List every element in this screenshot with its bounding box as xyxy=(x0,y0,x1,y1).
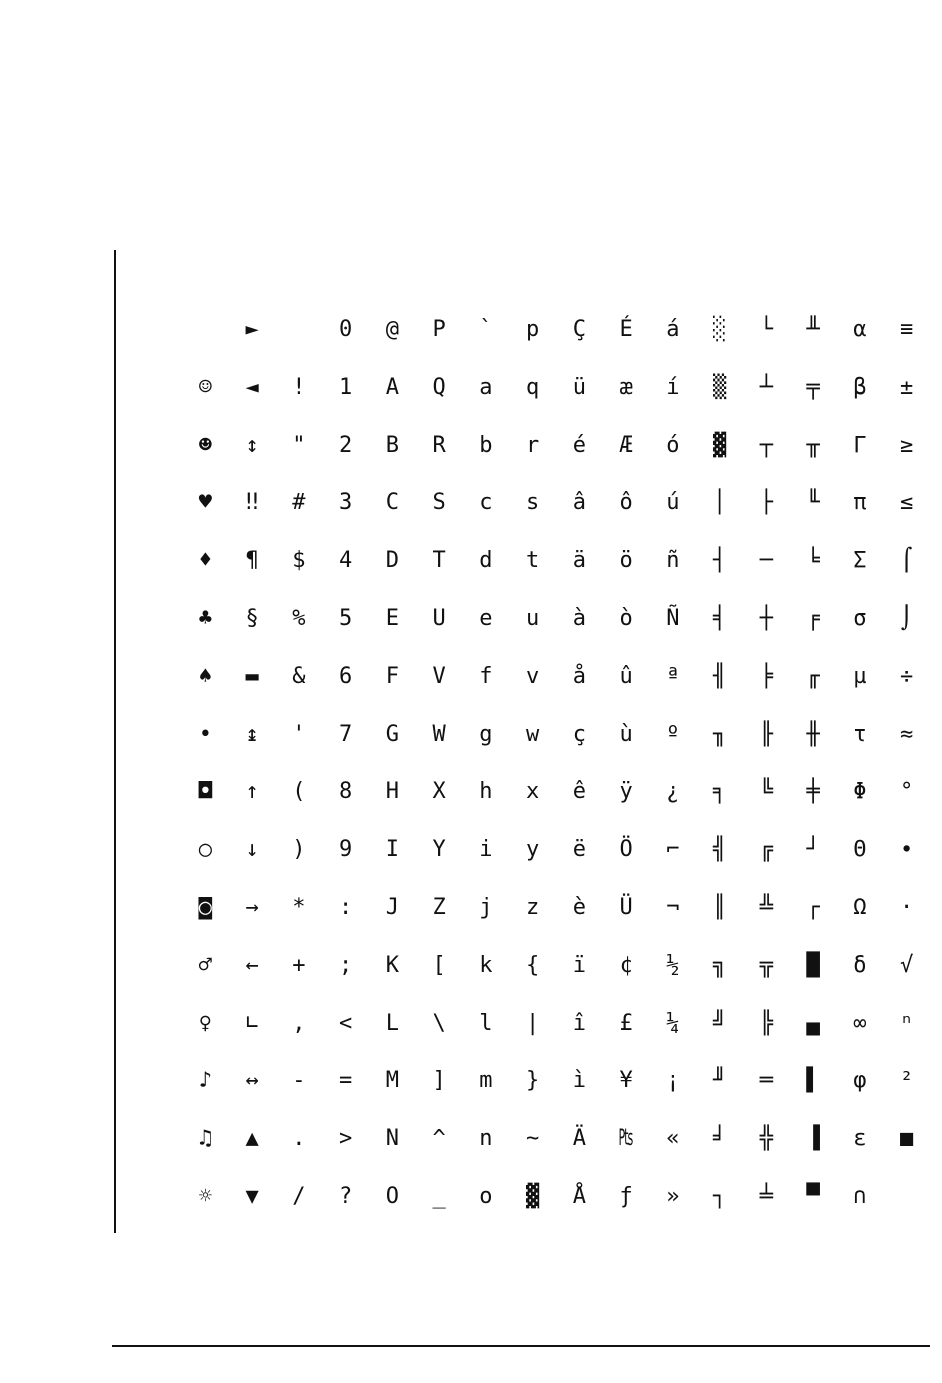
glyph-cell: " xyxy=(292,432,306,458)
glyph-cell: ╤ xyxy=(806,374,820,400)
glyph-cell: ? xyxy=(339,1184,353,1209)
glyph-cell: % xyxy=(292,606,306,631)
glyph-cell: ↕ xyxy=(245,432,259,458)
glyph-cell: ╕ xyxy=(713,779,727,805)
glyph-cell: ▓ xyxy=(713,432,727,458)
glyph-cell: ┐ xyxy=(713,1184,727,1209)
table-row xyxy=(182,590,930,648)
glyph-cell: N xyxy=(385,1126,399,1152)
glyph-cell: à xyxy=(572,606,586,631)
glyph-cell xyxy=(276,301,323,359)
table-row xyxy=(182,706,930,764)
glyph-cell: ª xyxy=(666,663,680,689)
glyph-cell: y xyxy=(526,837,540,863)
glyph-cell: ╪ xyxy=(806,779,820,805)
glyph-cell: ⌐ xyxy=(666,837,680,863)
glyph-cell: ┼ xyxy=(759,606,773,631)
glyph-cell: ╝ xyxy=(713,1010,727,1036)
glyph-cell: ▀ xyxy=(806,1184,820,1209)
glyph-cell: + xyxy=(292,952,306,978)
glyph-cell: ╩ xyxy=(759,895,773,920)
glyph-cell: ▓ xyxy=(526,1184,540,1209)
table-row xyxy=(182,821,930,879)
glyph-cell: B xyxy=(385,432,399,458)
glyph-cell: 2 xyxy=(339,432,353,458)
table-row xyxy=(182,1110,930,1168)
glyph-cell: ε xyxy=(853,1126,867,1152)
glyph-cell: ( xyxy=(292,779,306,805)
glyph-cell: ♣ xyxy=(198,606,212,631)
glyph-cell: « xyxy=(666,1126,680,1152)
glyph-cell: J xyxy=(385,895,399,920)
glyph-cell: ¡ xyxy=(666,1068,680,1094)
glyph-cell xyxy=(883,1168,930,1226)
glyph-cell: W xyxy=(432,721,446,747)
glyph-cell: Ä xyxy=(572,1126,586,1152)
glyph-cell: & xyxy=(292,663,306,689)
glyph-cell: s xyxy=(526,490,540,516)
glyph-cell: ╥ xyxy=(806,432,820,458)
glyph-cell: Φ xyxy=(853,779,867,805)
glyph-cell: ç xyxy=(572,721,586,747)
glyph-cell: w xyxy=(526,721,540,747)
glyph-cell: ╖ xyxy=(713,721,727,747)
glyph-cell: | xyxy=(526,1010,540,1036)
glyph-cell: ∩ xyxy=(853,1184,867,1209)
glyph-cell: ┘ xyxy=(806,837,820,863)
glyph-cell: ╙ xyxy=(806,490,820,516)
glyph-cell: √ xyxy=(900,952,914,978)
glyph-cell: ◄ xyxy=(245,374,259,400)
glyph-cell: / xyxy=(292,1184,306,1209)
glyph-cell: 6 xyxy=(339,663,353,689)
glyph-cell: e xyxy=(479,606,493,631)
glyph-cell: ≈ xyxy=(900,721,914,747)
glyph-cell: ÷ xyxy=(900,663,914,689)
table-row xyxy=(182,879,930,937)
glyph-cell: è xyxy=(572,895,586,920)
glyph-cell: ∟ xyxy=(245,1010,259,1036)
glyph-cell: Ω xyxy=(853,895,867,920)
glyph-cell: π xyxy=(853,490,867,516)
table-row xyxy=(182,359,930,417)
glyph-cell: - xyxy=(292,1068,306,1094)
glyph-cell: . xyxy=(292,1126,306,1152)
glyph-cell: M xyxy=(385,1068,399,1094)
glyph-cell: u xyxy=(526,606,540,631)
glyph-cell: ▲ xyxy=(245,1126,259,1152)
glyph-cell: ♥ xyxy=(198,490,212,516)
glyph-cell: Z xyxy=(432,895,446,920)
glyph-cell: Ö xyxy=(619,837,633,863)
glyph-cell: α xyxy=(853,317,867,342)
glyph-cell: A xyxy=(385,374,399,400)
glyph-cell: ─ xyxy=(759,548,773,574)
glyph-cell: ⌠ xyxy=(900,548,914,574)
glyph-cell: : xyxy=(339,895,353,920)
glyph-cell: º xyxy=(666,721,680,747)
glyph-cell: » xyxy=(666,1184,680,1209)
glyph-cell: ▐ xyxy=(806,1126,820,1152)
glyph-cell: Ü xyxy=(619,895,633,920)
glyph-cell: ╓ xyxy=(806,663,820,689)
glyph-cell: ╚ xyxy=(759,779,773,805)
glyph-cell: o xyxy=(479,1184,493,1209)
glyph-cell: █ xyxy=(806,952,820,978)
glyph-cell: │ xyxy=(713,490,727,516)
glyph-cell: ∙ xyxy=(900,837,914,863)
glyph-cell: ↑ xyxy=(245,779,259,805)
glyph-cell: ○ xyxy=(198,837,212,863)
glyph-cell: h xyxy=(479,779,493,805)
glyph-cell: í xyxy=(666,374,680,400)
glyph-cell: [ xyxy=(432,952,446,978)
glyph-cell: ¶ xyxy=(245,548,259,574)
glyph-cell: τ xyxy=(853,721,867,747)
glyph-cell: V xyxy=(432,663,446,689)
glyph-cell: É xyxy=(619,317,633,342)
glyph-cell: ╔ xyxy=(759,837,773,863)
glyph-cell: ½ xyxy=(666,952,680,978)
glyph-cell: t xyxy=(526,548,540,574)
glyph-cell: ╫ xyxy=(806,721,820,747)
glyph-cell: ☼ xyxy=(198,1184,212,1209)
glyph-cell: ä xyxy=(572,548,586,574)
table-row xyxy=(182,937,930,995)
glyph-cell: î xyxy=(572,1010,586,1036)
glyph-cell: ├ xyxy=(759,490,773,516)
glyph-cell: } xyxy=(526,1068,540,1094)
glyph-cell: δ xyxy=(853,952,867,978)
glyph-cell: I xyxy=(385,837,399,863)
glyph-cell: ◘ xyxy=(198,779,212,805)
glyph-cell: D xyxy=(385,548,399,574)
table-row xyxy=(182,1052,930,1110)
glyph-cell: ñ xyxy=(666,548,680,574)
glyph-cell: E xyxy=(385,606,399,631)
glyph-cell: ] xyxy=(432,1068,446,1094)
glyph-cell: S xyxy=(432,490,446,516)
glyph-cell: ¼ xyxy=(666,1010,680,1036)
glyph-cell: < xyxy=(339,1010,353,1036)
glyph-cell: ► xyxy=(245,317,259,342)
glyph-cell: £ xyxy=(619,1010,633,1036)
glyph-cell: k xyxy=(479,952,493,978)
glyph-cell: ° xyxy=(900,779,914,805)
glyph-cell: ▬ xyxy=(245,663,259,689)
glyph-cell: F xyxy=(385,663,399,689)
glyph-cell: ┴ xyxy=(759,374,773,400)
glyph-cell: ⁿ xyxy=(900,1010,914,1036)
table-row xyxy=(182,648,930,706)
glyph-cell: ╟ xyxy=(759,721,773,747)
glyph-cell: ò xyxy=(619,606,633,631)
glyph-cell: l xyxy=(479,1010,493,1036)
glyph-cell: ╢ xyxy=(713,663,727,689)
glyph-cell: c xyxy=(479,490,493,516)
glyph-cell: @ xyxy=(385,317,399,342)
glyph-cell: Y xyxy=(432,837,446,863)
glyph-cell: ■ xyxy=(900,1126,914,1152)
bottom-footer-rule xyxy=(112,1345,930,1347)
glyph-cell: ▒ xyxy=(713,374,727,400)
glyph-cell: n xyxy=(479,1126,493,1152)
glyph-cell: ≤ xyxy=(900,490,914,516)
glyph-cell: ~ xyxy=(526,1126,540,1152)
glyph-cell: H xyxy=(385,779,399,805)
glyph-cell: ↓ xyxy=(245,837,259,863)
glyph-cell: \ xyxy=(432,1010,446,1036)
glyph-cell: z xyxy=(526,895,540,920)
glyph-cell: * xyxy=(292,895,306,920)
glyph-cell: ═ xyxy=(759,1068,773,1094)
glyph-cell: ╡ xyxy=(713,606,727,631)
glyph-cell: └ xyxy=(759,317,773,342)
glyph-cell: ♀ xyxy=(198,1010,212,1036)
glyph-cell: ² xyxy=(900,1068,914,1094)
glyph-cell: é xyxy=(572,432,586,458)
glyph-cell: = xyxy=(339,1068,353,1094)
glyph-cell: ╠ xyxy=(759,1010,773,1036)
glyph-cell: ≥ xyxy=(900,432,914,458)
glyph-cell: ╬ xyxy=(759,1126,773,1152)
glyph-cell: û xyxy=(619,663,633,689)
glyph-cell: ⌡ xyxy=(900,606,914,631)
glyph-cell: ì xyxy=(572,1068,586,1094)
glyph-cell: Θ xyxy=(853,837,867,863)
glyph-cell: ë xyxy=(572,837,586,863)
glyph-cell: ± xyxy=(900,374,914,400)
glyph-cell: $ xyxy=(292,548,306,574)
glyph-cell: { xyxy=(526,952,540,978)
glyph-cell: ` xyxy=(479,317,493,342)
glyph-cell: ! xyxy=(292,374,306,400)
glyph-cell: · xyxy=(900,895,914,920)
glyph-cell: ╧ xyxy=(759,1184,773,1209)
table-row xyxy=(182,301,930,359)
glyph-cell: ¿ xyxy=(666,779,680,805)
glyph-cell: Σ xyxy=(853,548,867,574)
glyph-cell: G xyxy=(385,721,399,747)
glyph-cell: ó xyxy=(666,432,680,458)
glyph-cell: j xyxy=(479,895,493,920)
glyph-cell: _ xyxy=(432,1184,446,1209)
left-margin-rule xyxy=(114,250,116,1233)
glyph-cell: ← xyxy=(245,952,259,978)
glyph-cell: q xyxy=(526,374,540,400)
glyph-cell: ▌ xyxy=(806,1068,820,1094)
glyph-cell: 1 xyxy=(339,374,353,400)
glyph-cell: L xyxy=(385,1010,399,1036)
glyph-cell: , xyxy=(292,1010,306,1036)
glyph-cell: § xyxy=(245,606,259,631)
glyph-cell: d xyxy=(479,548,493,574)
glyph-cell: ₧ xyxy=(619,1126,633,1152)
glyph-cell: ¬ xyxy=(666,895,680,920)
glyph-cell: ö xyxy=(619,548,633,574)
glyph-cell: # xyxy=(292,490,306,516)
glyph-cell: x xyxy=(526,779,540,805)
glyph-cell: m xyxy=(479,1068,493,1094)
glyph-cell: ↨ xyxy=(245,721,259,747)
glyph-cell: ‼ xyxy=(245,490,259,516)
glyph-cell: a xyxy=(479,374,493,400)
glyph-cell: b xyxy=(479,432,493,458)
glyph-cell: ╜ xyxy=(713,1068,727,1094)
glyph-cell: X xyxy=(432,779,446,805)
table-row xyxy=(182,532,930,590)
glyph-cell: 9 xyxy=(339,837,353,863)
glyph-cell: ¢ xyxy=(619,952,633,978)
table-row xyxy=(182,995,930,1053)
glyph-cell: Q xyxy=(432,374,446,400)
glyph-cell: ╒ xyxy=(806,606,820,631)
glyph-cell: 4 xyxy=(339,548,353,574)
glyph-cell: ; xyxy=(339,952,353,978)
glyph-cell: ░ xyxy=(713,317,727,342)
glyph-cell: ♦ xyxy=(198,548,212,574)
glyph-cell: ô xyxy=(619,490,633,516)
glyph-cell: φ xyxy=(853,1068,867,1094)
glyph-cell: 7 xyxy=(339,721,353,747)
glyph-cell: ♪ xyxy=(198,1068,212,1094)
glyph-cell: p xyxy=(526,317,540,342)
glyph-cell: ê xyxy=(572,779,586,805)
glyph-cell: ^ xyxy=(432,1126,446,1152)
glyph-cell: ╦ xyxy=(759,952,773,978)
glyph-cell: ï xyxy=(572,952,586,978)
glyph-cell: µ xyxy=(853,663,867,689)
glyph-cell: ♫ xyxy=(198,1126,212,1152)
glyph-cell: ' xyxy=(292,721,306,747)
glyph-cell: ü xyxy=(572,374,586,400)
glyph-cell: ÿ xyxy=(619,779,633,805)
glyph-cell: Ñ xyxy=(666,606,680,631)
glyph-cell: ▄ xyxy=(806,1010,820,1036)
glyph-cell: ╣ xyxy=(713,837,727,863)
glyph-cell: å xyxy=(572,663,586,689)
glyph-cell: ú xyxy=(666,490,680,516)
glyph-cell: v xyxy=(526,663,540,689)
glyph-cell: f xyxy=(479,663,493,689)
glyph-cell: ┌ xyxy=(806,895,820,920)
glyph-cell: ☺ xyxy=(198,374,212,400)
glyph-cell: Γ xyxy=(853,432,867,458)
glyph-cell: T xyxy=(432,548,446,574)
glyph-cell: ╘ xyxy=(806,548,820,574)
glyph-cell: ↔ xyxy=(245,1068,259,1094)
glyph-cell: ♠ xyxy=(198,663,212,689)
glyph-cell: ╗ xyxy=(713,952,727,978)
glyph-cell: β xyxy=(853,374,867,400)
glyph-cell: â xyxy=(572,490,586,516)
glyph-cell: > xyxy=(339,1126,353,1152)
glyph-cell: ☻ xyxy=(198,432,212,458)
table-row xyxy=(182,474,930,532)
glyph-cell: R xyxy=(432,432,446,458)
glyph-cell: 5 xyxy=(339,606,353,631)
glyph-cell: ù xyxy=(619,721,633,747)
glyph-cell: • xyxy=(198,721,212,747)
glyph-cell: ╞ xyxy=(759,663,773,689)
glyph-cell: ╛ xyxy=(713,1126,727,1152)
glyph-cell: ║ xyxy=(713,895,727,920)
glyph-cell: ♂ xyxy=(198,952,212,978)
glyph-cell: C xyxy=(385,490,399,516)
glyph-cell: ƒ xyxy=(619,1184,633,1209)
glyph-cell: ) xyxy=(292,837,306,863)
glyph-cell: 8 xyxy=(339,779,353,805)
glyph-cell: ▼ xyxy=(245,1184,259,1209)
glyph-cell: ¥ xyxy=(619,1068,633,1094)
table-row xyxy=(182,1168,930,1226)
glyph-cell: ┤ xyxy=(713,548,727,574)
glyph-cell: ◙ xyxy=(198,895,212,920)
glyph-cell: 0 xyxy=(339,317,353,342)
glyph-cell: ≡ xyxy=(900,317,914,342)
glyph-cell: á xyxy=(666,317,680,342)
glyph-cell: σ xyxy=(853,606,867,631)
glyph-cell: ┬ xyxy=(759,432,773,458)
glyph-cell: i xyxy=(479,837,493,863)
glyph-cell: ∞ xyxy=(853,1010,867,1036)
character-set-table xyxy=(182,301,930,1229)
table-row xyxy=(182,763,930,821)
glyph-cell: Å xyxy=(572,1184,586,1209)
glyph-cell: K xyxy=(385,952,399,978)
glyph-cell: ╨ xyxy=(806,317,820,342)
glyph-cell: O xyxy=(385,1184,399,1209)
glyph-cell: g xyxy=(479,721,493,747)
glyph-cell: Ç xyxy=(572,317,586,342)
glyph-cell xyxy=(182,301,229,359)
glyph-cell: P xyxy=(432,317,446,342)
glyph-cell: æ xyxy=(619,374,633,400)
glyph-cell: U xyxy=(432,606,446,631)
glyph-cell: 3 xyxy=(339,490,353,516)
glyph-cell: → xyxy=(245,895,259,920)
glyph-cell: Æ xyxy=(619,432,633,458)
glyph-cell: r xyxy=(526,432,540,458)
table-row xyxy=(182,417,930,475)
